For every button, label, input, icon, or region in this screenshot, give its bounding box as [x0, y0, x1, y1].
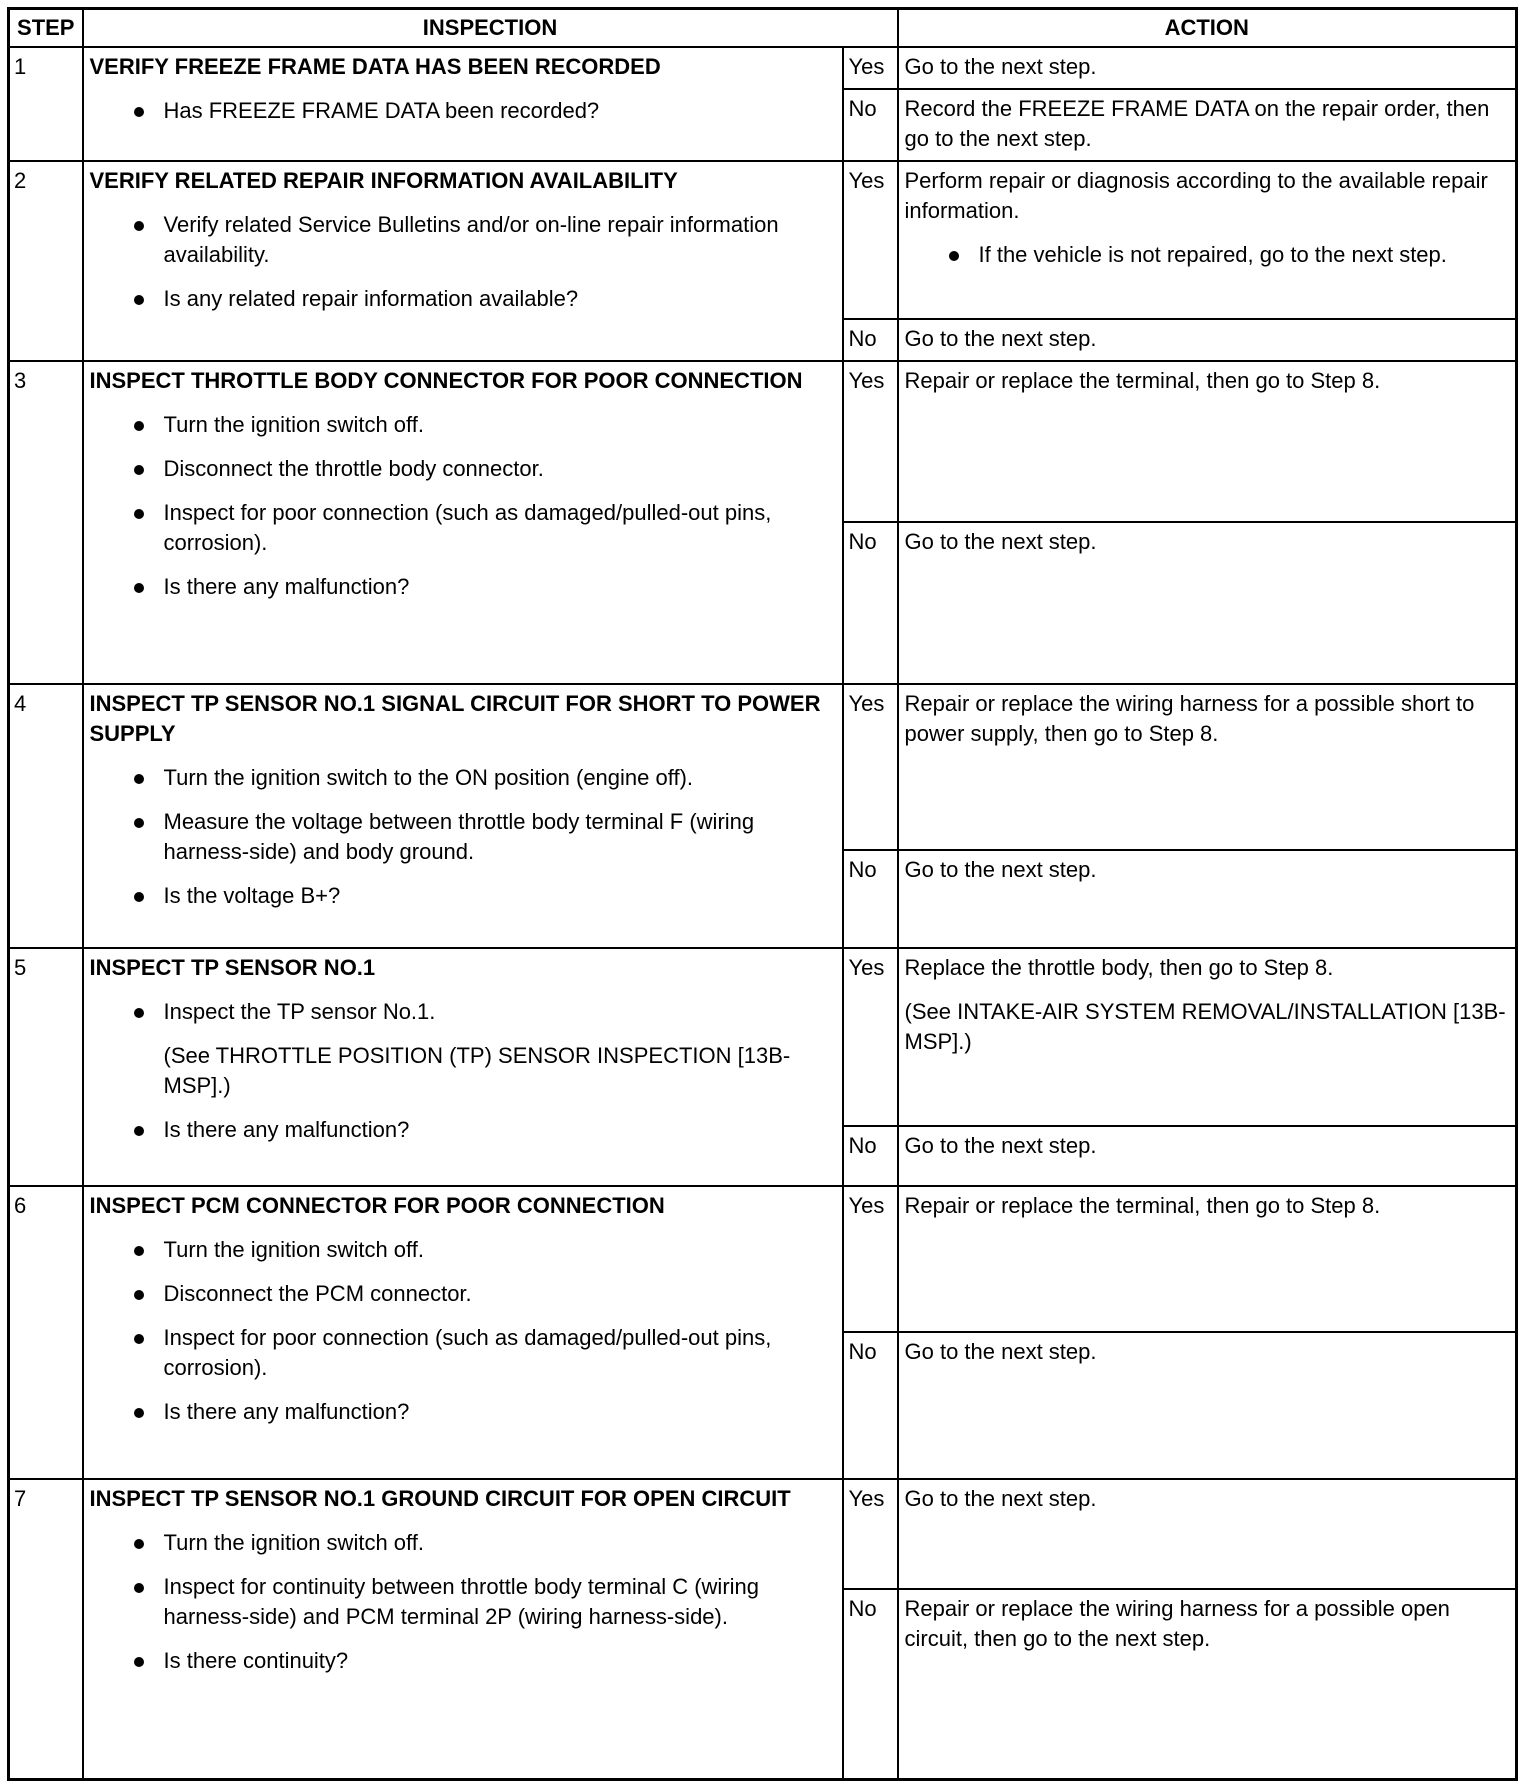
- step-title: VERIFY RELATED REPAIR INFORMATION AVAILABILITY: [89, 167, 678, 193]
- bullet-item: Inspect the TP sensor No.1. (See THROTTLE POSITION (TP) SENSOR INSPECTION [13B-MSP].): [90, 997, 836, 1101]
- no-action: Go to the next step.: [898, 1126, 1517, 1186]
- no-action: Go to the next step.: [898, 319, 1517, 361]
- yes-label: Yes: [843, 161, 898, 319]
- yes-label: Yes: [843, 361, 898, 522]
- step-number: 1: [9, 47, 83, 161]
- step-inspection: [83, 1186, 843, 1479]
- bullet-icon: [134, 221, 144, 231]
- bullet-item: Inspect for poor connection (such as damaged/pulled-out pins, corrosion).: [90, 498, 836, 558]
- no-label: No: [843, 850, 898, 948]
- bullet-icon: [134, 465, 144, 475]
- no-action: Go to the next step.: [898, 522, 1517, 684]
- header-inspection: INSPECTION: [83, 9, 898, 47]
- bullet-icon: [949, 251, 959, 261]
- step-number: 4: [9, 684, 83, 948]
- bullet-icon: [134, 818, 144, 828]
- no-label: No: [843, 522, 898, 684]
- bullet-item: Turn the ignition switch to the ON position (engine off).: [90, 763, 836, 793]
- bullet-icon: [134, 1246, 144, 1256]
- bullet-item: Is there any malfunction?: [90, 1115, 836, 1145]
- bullet-item: Is there any malfunction?: [90, 1397, 836, 1427]
- no-action: Record the FREEZE FRAME DATA on the repair order, then go to the next step.: [898, 89, 1517, 161]
- bullet-icon: [134, 774, 144, 784]
- yes-label: Yes: [843, 948, 898, 1126]
- yes-label: Yes: [843, 47, 898, 89]
- bullet-icon: [134, 1408, 144, 1418]
- bullet-item: Verify related Service Bulletins and/or on-line repair information availability.: [90, 210, 836, 270]
- step-title: INSPECT TP SENSOR NO.1 GROUND CIRCUIT FOR OPEN CIRCUIT: [89, 1485, 791, 1511]
- bullet-item: Is any related repair information available?: [90, 284, 836, 314]
- yes-action: Repair or replace the wiring harness for a possible short to power supply, then go to Step 8.: [898, 684, 1517, 850]
- yes-label: Yes: [843, 684, 898, 850]
- step-3-yes-row: [9, 361, 1517, 522]
- bullet-item: Turn the ignition switch off.: [90, 1528, 836, 1558]
- no-action: Repair or replace the wiring harness for a possible open circuit, then go to the next step.: [898, 1589, 1517, 1780]
- yes-action: Perform repair or diagnosis according to the available repair information. If the vehicle is not repaired, go to the next step.: [898, 161, 1517, 319]
- bullet-item: Disconnect the throttle body connector.: [90, 454, 836, 484]
- bullet-icon: [134, 1583, 144, 1593]
- no-label: No: [843, 1589, 898, 1780]
- no-label: No: [843, 319, 898, 361]
- bullet-icon: [134, 421, 144, 431]
- bullet-item: Inspect for poor connection (such as damaged/pulled-out pins, corrosion).: [90, 1323, 836, 1383]
- yes-label: Yes: [843, 1479, 898, 1589]
- step-inspection: [83, 1479, 843, 1780]
- step-4-yes-row: [9, 684, 1517, 850]
- bullet-item: Disconnect the PCM connector.: [90, 1279, 836, 1309]
- step-title: INSPECT TP SENSOR NO.1 SIGNAL CIRCUIT FOR SHORT TO POWER SUPPLY: [89, 690, 821, 746]
- step-number: 7: [9, 1479, 83, 1780]
- bullet-item: Turn the ignition switch off.: [90, 1235, 836, 1265]
- no-label: No: [843, 1126, 898, 1186]
- bullet-icon: [134, 295, 144, 305]
- bullet-icon: [134, 1290, 144, 1300]
- step-inspection: [83, 47, 843, 161]
- step-number: 5: [9, 948, 83, 1186]
- step-inspection: [83, 161, 843, 361]
- bullet-note: (See THROTTLE POSITION (TP) SENSOR INSPECTION [13B-MSP].): [163, 1042, 791, 1098]
- step-number: 3: [9, 361, 83, 684]
- bullet-item: Measure the voltage between throttle body terminal F (wiring harness-side) and body ground.: [90, 807, 836, 867]
- yes-action: Repair or replace the terminal, then go to Step 8.: [898, 361, 1517, 522]
- yes-label: Yes: [843, 1186, 898, 1332]
- step-inspection: [83, 948, 843, 1186]
- no-label: No: [843, 89, 898, 161]
- bullet-icon: [134, 1126, 144, 1136]
- step-title: INSPECT TP SENSOR NO.1: [89, 954, 376, 980]
- action-bullet-item: If the vehicle is not repaired, go to the next step.: [905, 240, 1510, 270]
- bullet-item: Is there any malfunction?: [90, 572, 836, 602]
- header-step: STEP: [9, 9, 83, 47]
- header-row: [9, 9, 1517, 47]
- yes-action: Replace the throttle body, then go to Step 8. (See INTAKE-AIR SYSTEM REMOVAL/INSTALLATION [13B-MSP].): [898, 948, 1517, 1126]
- step-2-yes-row: [9, 161, 1517, 319]
- step-number: 2: [9, 161, 83, 361]
- step-7-yes-row: [9, 1479, 1517, 1589]
- bullet-icon: [134, 1657, 144, 1667]
- bullet-item: Is there continuity?: [90, 1646, 836, 1676]
- no-action: Go to the next step.: [898, 850, 1517, 948]
- step-title: INSPECT THROTTLE BODY CONNECTOR FOR POOR CONNECTION: [89, 367, 803, 393]
- bullet-icon: [134, 107, 144, 117]
- no-label: No: [843, 1332, 898, 1479]
- bullet-item: Inspect for continuity between throttle body terminal C (wiring harness-side) and PCM terminal 2P (wiring harness-side).: [90, 1572, 836, 1632]
- yes-action: Go to the next step.: [898, 47, 1517, 89]
- bullet-item: Has FREEZE FRAME DATA been recorded?: [90, 96, 836, 126]
- yes-note: (See INTAKE-AIR SYSTEM REMOVAL/INSTALLATION [13B-MSP].): [904, 998, 1506, 1054]
- step-inspection: [83, 684, 843, 948]
- step-5-yes-row: [9, 948, 1517, 1126]
- yes-action: Repair or replace the terminal, then go to Step 8.: [898, 1186, 1517, 1332]
- step-inspection: [83, 361, 843, 684]
- bullet-item: Is the voltage B+?: [90, 881, 836, 911]
- bullet-icon: [134, 509, 144, 519]
- bullet-icon: [134, 583, 144, 593]
- bullet-icon: [134, 1539, 144, 1549]
- bullet-icon: [134, 1334, 144, 1344]
- step-title: VERIFY FREEZE FRAME DATA HAS BEEN RECORDED: [89, 53, 661, 79]
- diagnostic-table: [7, 7, 1518, 1781]
- no-action: Go to the next step.: [898, 1332, 1517, 1479]
- bullet-item: Turn the ignition switch off.: [90, 410, 836, 440]
- bullet-icon: [134, 892, 144, 902]
- step-6-yes-row: [9, 1186, 1517, 1332]
- step-title: INSPECT PCM CONNECTOR FOR POOR CONNECTION: [89, 1192, 665, 1218]
- step-number: 6: [9, 1186, 83, 1479]
- bullet-icon: [134, 1008, 144, 1018]
- step-1-yes-row: [9, 47, 1517, 89]
- yes-action: Go to the next step.: [898, 1479, 1517, 1589]
- header-action: ACTION: [898, 9, 1517, 47]
